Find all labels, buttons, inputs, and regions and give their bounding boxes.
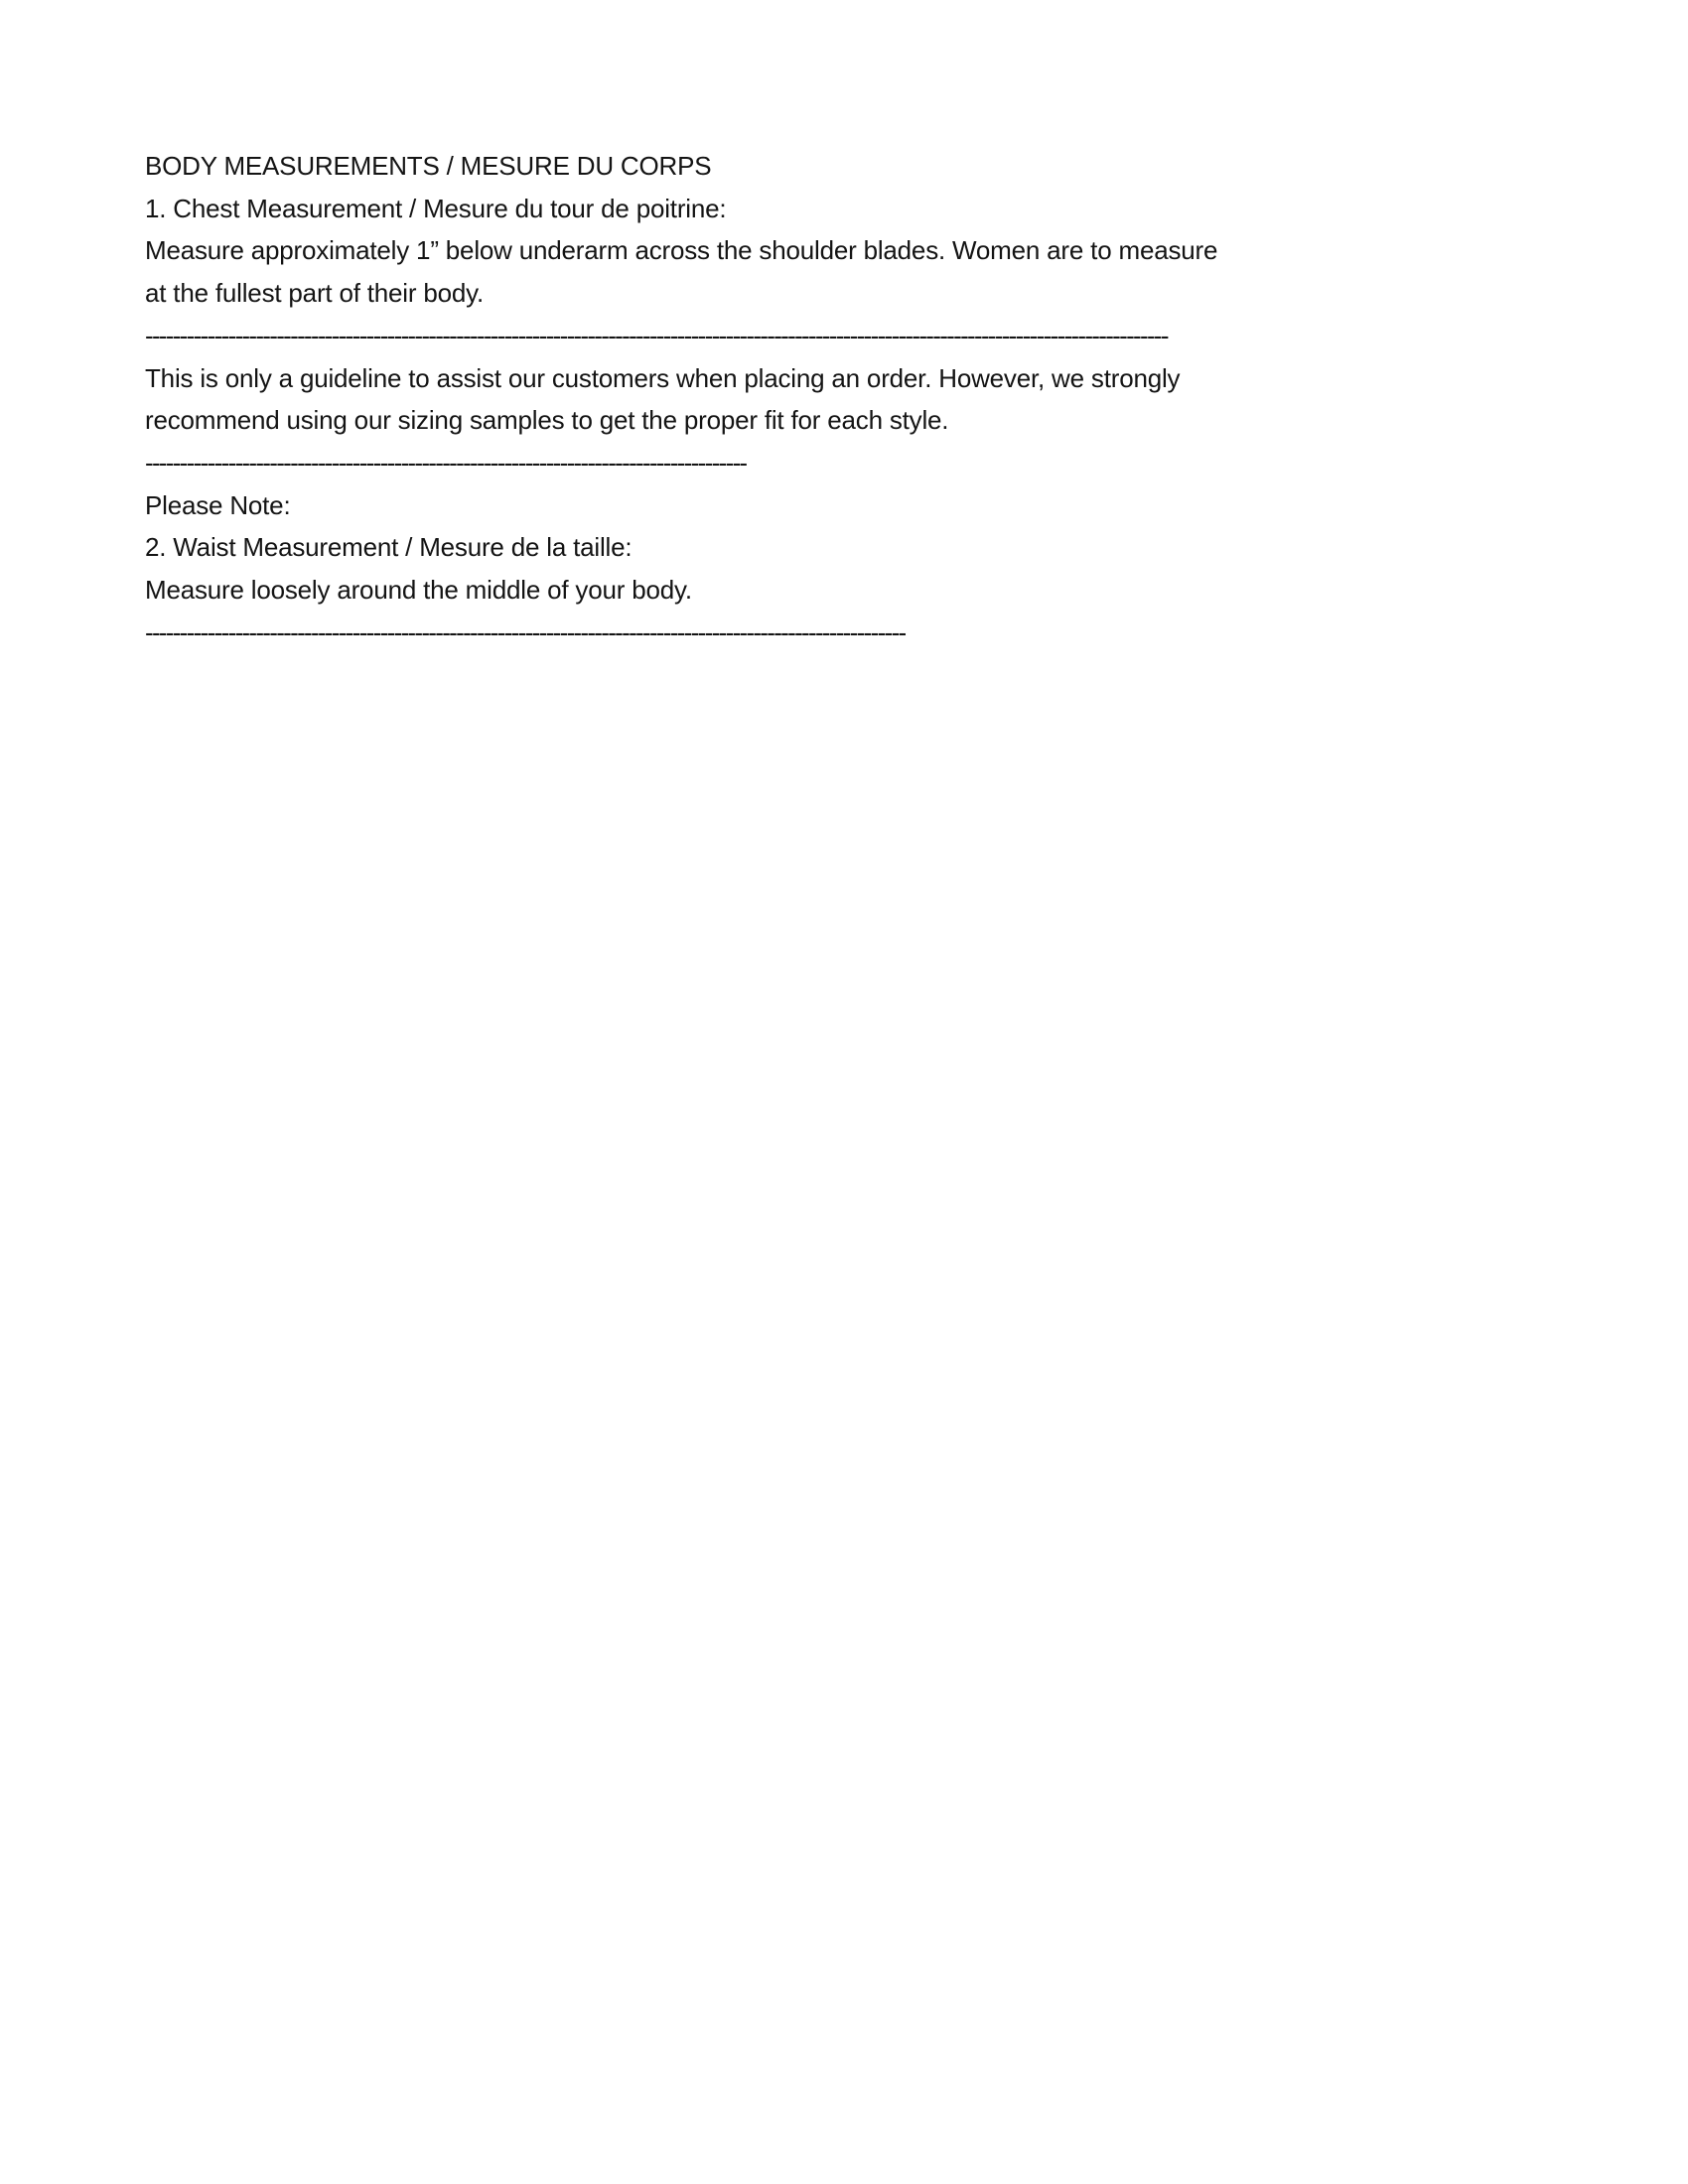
guideline-text-line-2: recommend using our sizing samples to get the proper fit for each style. [145, 405, 949, 436]
divider-dashed-2: --------------------------------------------------------------------------------------- [145, 447, 747, 478]
document-content [145, 145, 1535, 653]
divider-dashed-3: -------------------------------------------------------------------------------------------------------------- [145, 616, 906, 647]
section-2-title: 2. Waist Measurement / Mesure de la taille: [145, 532, 633, 563]
guideline-text-line-1: This is only a guideline to assist our customers when placing an order. However, we strongly [145, 362, 1181, 393]
divider-dashed-1: ---------------------------------------------------------------------------------------------------------------------------------------------------- [145, 320, 1168, 350]
heading-body-measurements: BODY MEASUREMENTS / MESURE DU CORPS [145, 151, 712, 181]
section-2-text: Measure loosely around the middle of your body. [145, 575, 692, 606]
please-note-label: Please Note: [145, 489, 291, 520]
section-1-text-line-2: at the fullest part of their body. [145, 278, 485, 309]
section-1-title: 1. Chest Measurement / Mesure du tour de poitrine: [145, 193, 727, 223]
section-1-text-line-1: Measure approximately 1” below underarm across the shoulder blades. Women are to measure [145, 235, 1218, 266]
